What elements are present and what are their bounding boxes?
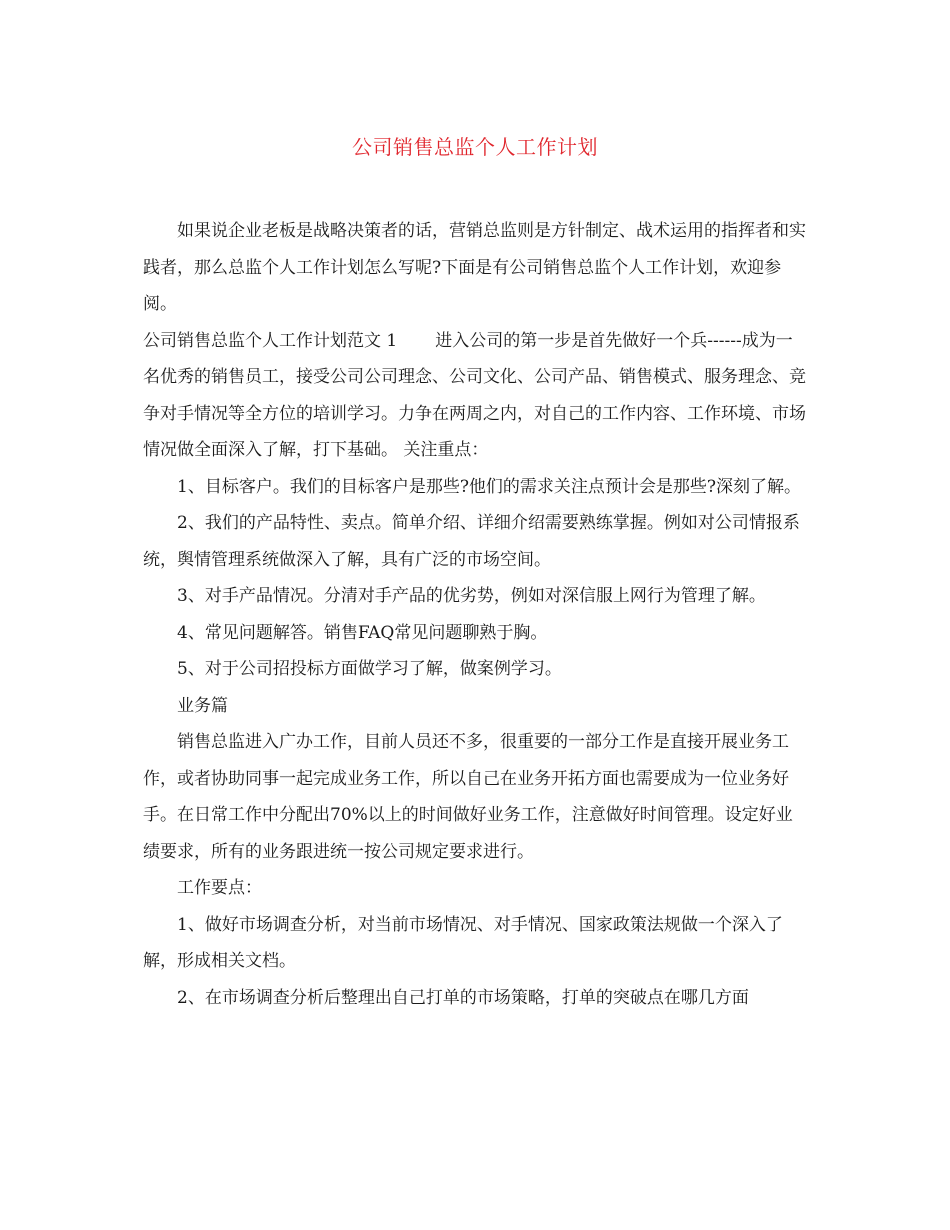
sample-paragraph <box>143 323 808 469</box>
document-body <box>143 213 808 1016</box>
work-point-2: 2、在市场调查分析后整理出自己打单的市场策略，打单的突破点在哪几方面 <box>177 987 749 1008</box>
sample-heading: 公司销售总监个人工作计划范文 1 <box>143 330 398 351</box>
document-title: 公司销售总监个人工作计划 <box>352 135 598 159</box>
work-points-heading: 工作要点： <box>177 878 262 898</box>
intro-paragraph: 如果说企业老板是战略决策者的话，营销总监则是方针制定、战术运用的指挥者和实践者，那么总监个人工作计划怎么写呢?下面是有公司销售总监个人工作计划，欢迎参阅。 <box>143 221 806 314</box>
focus-item-4: 4、常见问题解答。销售FAQ常见问题聊熟于胸。 <box>177 622 548 643</box>
sample-lead-text: 进入公司的第一步是首先做好一个兵------成为一名优秀的销售员工，接受公司公司理念、公司文化、公司产品、销售模式、服务理念、竞争对手情况等全方位的培训学习。力争在两周之内，对自己的工作内容、工作环境、市场情况做全面深入了解，打下基础。 关注重点： <box>143 330 806 460</box>
work-point-1: 1、做好市场调查分析，对当前市场情况、对手情况、国家政策法规做一个深入了解，形成相关文档。 <box>143 914 783 971</box>
focus-item-5: 5、对于公司招投标方面做学习了解，做案例学习。 <box>177 659 562 679</box>
focus-item-1: 1、目标客户。我们的目标客户是那些?他们的需求关注点预计会是那些?深刻了解。 <box>177 476 802 497</box>
focus-item-2: 2、我们的产品特性、卖点。简单介绍、详细介绍需要熟练掌握。例如对公司情报系统，舆情管理系统做深入了解，具有广泛的市场空间。 <box>143 513 800 570</box>
business-heading: 业务篇 <box>177 695 228 716</box>
focus-item-3: 3、对手产品情况。分清对手产品的优劣势，例如对深信服上网行为管理了解。 <box>177 586 766 606</box>
business-paragraph: 销售总监进入广办工作，目前人员还不多，很重要的一部分工作是直接开展业务工作，或者协助同事一起完成业务工作，所以自己在业务开拓方面也需要成为一位业务好手。在日常工作中分配出70%以上的时间做好业务工作，注意做好时间管理。设定好业绩要求，所有的业务跟进统一按公司规定要求进行。 <box>143 732 793 862</box>
